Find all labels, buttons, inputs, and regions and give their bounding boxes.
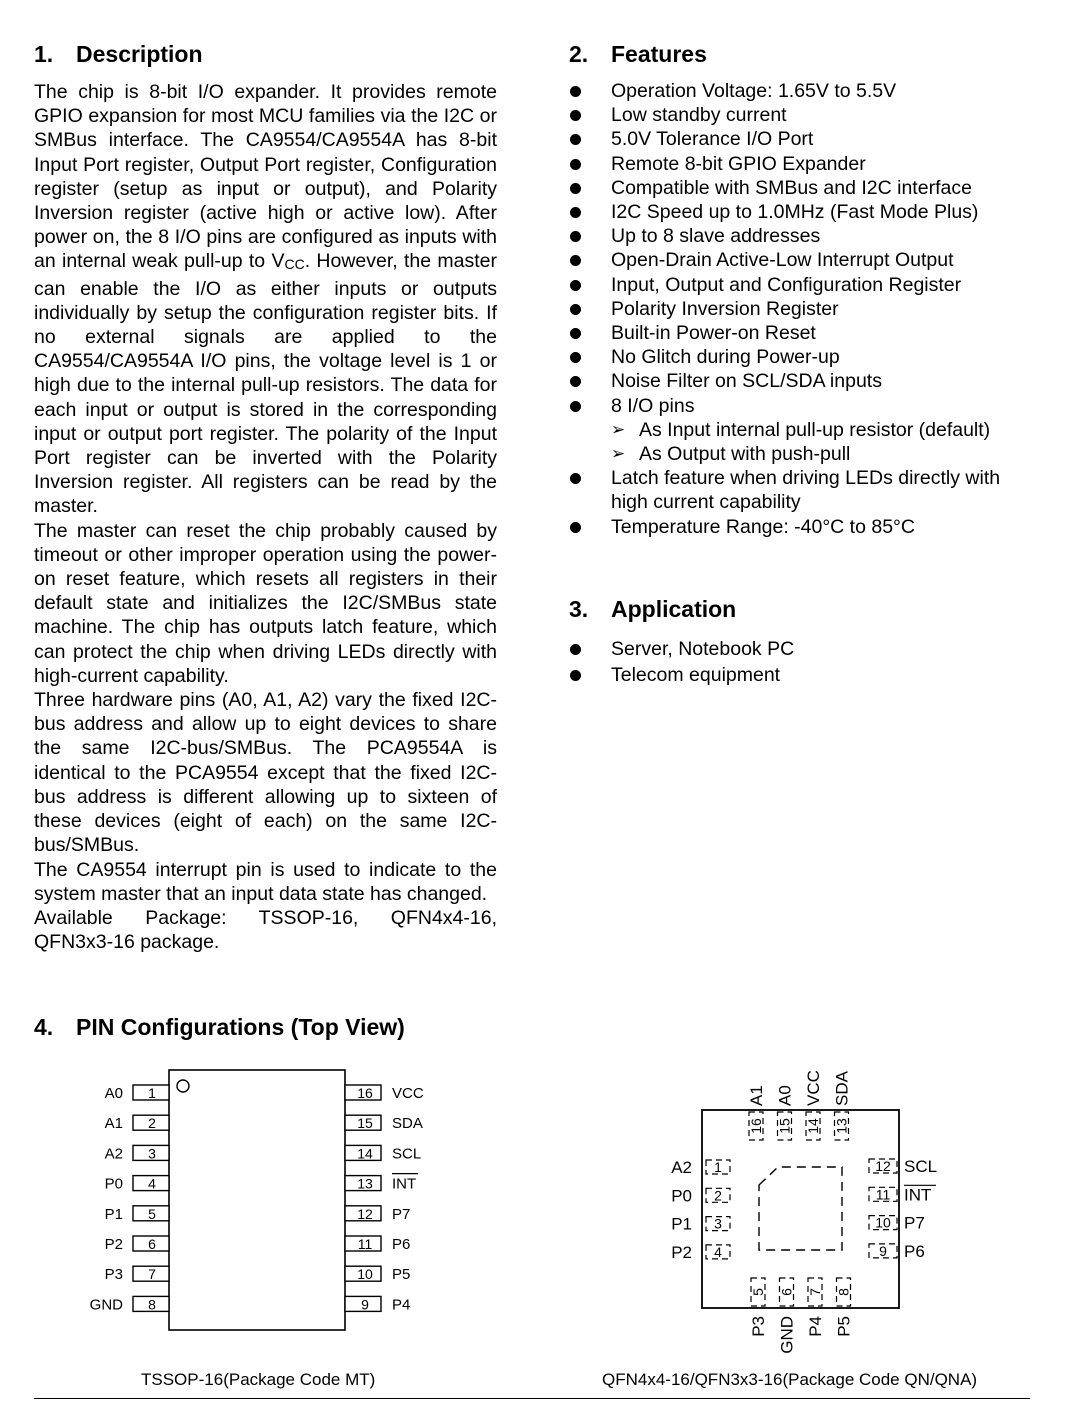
bullet-icon bbox=[570, 280, 581, 291]
qfn-caption: QFN4x4-16/QFN3x3-16(Package Code QN/QNA) bbox=[602, 1370, 978, 1389]
pin-number: 11 bbox=[357, 1236, 373, 1252]
tssop-caption: TSSOP-16(Package Code MT) bbox=[141, 1370, 376, 1389]
arrow-bullet-icon: ➢ bbox=[611, 444, 626, 464]
bullet-icon bbox=[570, 352, 581, 363]
bullet-icon bbox=[570, 473, 581, 484]
pin-number: 14 bbox=[805, 1118, 821, 1134]
pin-label: P7 bbox=[392, 1205, 411, 1223]
pin-number: 15 bbox=[357, 1115, 373, 1132]
pin-number: 5 bbox=[148, 1205, 156, 1222]
section-number: 4. bbox=[34, 1014, 54, 1040]
pin-label: A0 bbox=[104, 1085, 123, 1102]
pin-label: A2 bbox=[104, 1145, 123, 1163]
pin-number: 16 bbox=[357, 1085, 373, 1101]
description-paragraph: The CA9554 interrupt pin is used to indicate to the system master that an input data state has changed. bbox=[34, 858, 497, 905]
feature-item: Polarity Inversion Register bbox=[569, 297, 1039, 321]
section-number: 3. bbox=[569, 596, 589, 622]
pin-number: 16 bbox=[748, 1118, 764, 1134]
pin-label: GND bbox=[89, 1296, 123, 1314]
pin-number: 10 bbox=[875, 1214, 891, 1231]
tssop-pinout-diagram bbox=[80, 1060, 460, 1350]
feature-sub-item: ➢ As Input internal pull-up resistor (default) bbox=[611, 418, 991, 441]
pin-label: P5 bbox=[392, 1266, 411, 1284]
pin-number: 11 bbox=[875, 1186, 891, 1203]
bullet-icon bbox=[570, 231, 581, 242]
pin-label: SDA bbox=[832, 1071, 852, 1106]
bullet-icon bbox=[570, 134, 581, 145]
pin-label: GND bbox=[777, 1316, 797, 1354]
pin-label: P1 bbox=[104, 1205, 123, 1223]
pin-number: 4 bbox=[714, 1243, 722, 1260]
pin-number: 6 bbox=[148, 1236, 156, 1252]
pin-number: 1 bbox=[148, 1085, 156, 1101]
pin-number: 12 bbox=[357, 1205, 373, 1222]
pin-number: 7 bbox=[807, 1288, 823, 1296]
description-paragraph: Three hardware pins (A0, A1, A2) vary the fixed I2C-bus address and allow up to eight devices to share the same I2C-bus/SMBus. The PCA9554A is identical to the PCA9554 except that the fixed I2C-bus address is different allowing up to sixteen of these devices (eight of each) on the same I2C-bus/SMBus. bbox=[34, 689, 497, 857]
pin-label: P5 bbox=[834, 1316, 854, 1337]
description-paragraph: The chip is 8-bit I/O expander. It provides remote GPIO expansion for most MCU families via the I2C or SMBus interface. The CA9554/CA9554A has 8-bit Input Port register, Output Port register, Configuration register (setup as input or output), and Polarity Inversion register (active high or active low). After power on, the 8 I/O pins are configured as inputs with an internal weak pull-up to $V_{CC}$. However, the master can enable the I/O as either inputs or outputs individually by setup the configuration register bits. If no external signals are applied to the CA9554/CA9554A I/O pins, the voltage level is 1 or high due to the internal pull-up resistors. The data for each input or output is stored in the corresponding input or output port register. The polarity of the Input Port register can be inverted with the Polarity Inversion register. All registers can be read by the master. bbox=[34, 81, 497, 518]
description-paragraph: The master can reset the chip probably caused by timeout or other improper operation using the power-on reset feature, which resets all registers in their default state and initializes the I2C/SMBus state machine. The chip has outputs latch feature, which can protect the chip when driving LEDs directly with high-current capability. bbox=[34, 519, 497, 687]
pin-label: A1 bbox=[104, 1115, 123, 1133]
feature-item: Compatible with SMBus and I2C interface bbox=[569, 176, 1039, 200]
feature-item: Temperature Range: -40°C to 85°C bbox=[569, 515, 1039, 539]
pin-label: INT bbox=[904, 1185, 932, 1205]
qfn-pinout-diagram bbox=[650, 1060, 960, 1360]
pin-number: 10 bbox=[357, 1266, 373, 1283]
application-list bbox=[569, 636, 1039, 688]
section-title: Features bbox=[611, 41, 707, 67]
description-heading bbox=[34, 40, 203, 68]
bullet-icon bbox=[570, 183, 581, 194]
pin-number: 13 bbox=[357, 1175, 373, 1192]
pin-number: 3 bbox=[148, 1145, 156, 1162]
bullet-icon bbox=[570, 328, 581, 339]
pin-number: 7 bbox=[148, 1266, 156, 1283]
pin-number: 2 bbox=[148, 1115, 156, 1132]
pins-heading bbox=[34, 1013, 405, 1041]
pin-label: A1 bbox=[747, 1085, 766, 1106]
feature-item: Open-Drain Active-Low Interrupt Output bbox=[569, 248, 1039, 272]
pin1-marker bbox=[177, 1080, 189, 1092]
features-heading bbox=[569, 40, 707, 68]
pin-label: P4 bbox=[806, 1316, 825, 1337]
feature-item: Up to 8 slave addresses bbox=[569, 224, 1039, 248]
pin-label: P0 bbox=[104, 1175, 123, 1193]
feature-item: Operation Voltage: 1.65V to 5.5V bbox=[569, 79, 1039, 103]
bullet-icon bbox=[570, 670, 581, 681]
pin-label: VCC bbox=[392, 1085, 424, 1102]
bullet-icon bbox=[570, 644, 581, 655]
bullet-icon bbox=[570, 86, 581, 97]
pin-number: 5 bbox=[750, 1288, 766, 1296]
description-body bbox=[34, 80, 497, 954]
feature-item: I2C Speed up to 1.0MHz (Fast Mode Plus) bbox=[569, 200, 1039, 224]
footer-rule bbox=[34, 1398, 1030, 1399]
pin-number: 4 bbox=[148, 1175, 156, 1192]
pin-number: 8 bbox=[835, 1288, 852, 1296]
application-heading bbox=[569, 595, 736, 623]
bullet-icon bbox=[570, 110, 581, 121]
pin-label: SDA bbox=[392, 1115, 423, 1133]
pin-label: P7 bbox=[904, 1213, 925, 1233]
bullet-icon bbox=[570, 376, 581, 387]
section-title: Description bbox=[76, 41, 203, 67]
feature-sub-item: ➢ As Output with push-pull bbox=[611, 443, 851, 466]
feature-item: Remote 8-bit GPIO Expander bbox=[569, 152, 1039, 176]
description-paragraph: Available Package: TSSOP-16, QFN4x4-16, QFN3x3-16 package. bbox=[34, 906, 497, 954]
qfn-package-body bbox=[702, 1110, 899, 1308]
feature-item: Noise Filter on SCL/SDA inputs bbox=[569, 369, 1039, 393]
application-item: Telecom equipment bbox=[569, 662, 1039, 688]
arrow-bullet-icon: ➢ bbox=[611, 419, 626, 439]
feature-item: Input, Output and Configuration Register bbox=[569, 273, 1039, 297]
bullet-icon bbox=[570, 401, 581, 412]
bullet-icon bbox=[570, 304, 581, 315]
pin-label: INT bbox=[392, 1175, 417, 1193]
pin-number: 13 bbox=[833, 1118, 850, 1134]
pin-label: A0 bbox=[775, 1085, 795, 1106]
feature-item: Built-in Power-on Reset bbox=[569, 321, 1039, 345]
bullet-icon bbox=[570, 159, 581, 170]
feature-item: No Glitch during Power-up bbox=[569, 345, 1039, 369]
feature-item: 8 I/O pins bbox=[569, 394, 1039, 418]
pin-label: P0 bbox=[671, 1186, 692, 1206]
pin-label: P3 bbox=[749, 1316, 768, 1337]
pin-number: 9 bbox=[361, 1296, 369, 1313]
pin-label: SCL bbox=[392, 1145, 422, 1163]
pin-label: SCL bbox=[904, 1157, 938, 1176]
pin-label: P6 bbox=[904, 1241, 925, 1261]
section-number: 2. bbox=[569, 41, 589, 67]
pin-number: 12 bbox=[875, 1158, 891, 1174]
bullet-icon bbox=[570, 522, 581, 533]
pin-number: 1 bbox=[714, 1159, 722, 1175]
application-item: Server, Notebook PC bbox=[569, 636, 1039, 662]
pin-label: A2 bbox=[671, 1158, 692, 1177]
pin-number: 3 bbox=[714, 1215, 722, 1232]
bullet-icon bbox=[570, 207, 581, 218]
feature-item: 5.0V Tolerance I/O Port bbox=[569, 127, 1039, 151]
pin-number: 9 bbox=[879, 1242, 887, 1259]
bullet-icon bbox=[570, 255, 581, 266]
section-title: Application bbox=[611, 596, 737, 622]
pin-number: 8 bbox=[148, 1296, 156, 1313]
pin-label: P2 bbox=[671, 1242, 692, 1262]
pin-label: P1 bbox=[671, 1214, 692, 1234]
features-list bbox=[569, 79, 1039, 539]
pin-label: VCC bbox=[804, 1070, 823, 1106]
pin-number: 14 bbox=[357, 1145, 373, 1162]
feature-item: Latch feature when driving LEDs directly with high current capability bbox=[569, 466, 1039, 514]
pin-label: P3 bbox=[104, 1266, 123, 1284]
section-title: PIN Configurations (Top View) bbox=[76, 1014, 405, 1040]
pin-number: 6 bbox=[778, 1288, 795, 1296]
pin-number: 2 bbox=[714, 1187, 722, 1204]
tssop-package-body bbox=[169, 1070, 345, 1330]
pin-label: P6 bbox=[392, 1236, 411, 1253]
pin-number: 15 bbox=[776, 1118, 793, 1134]
pin-label: P2 bbox=[104, 1236, 123, 1253]
section-number: 1. bbox=[34, 41, 54, 67]
feature-item: Low standby current bbox=[569, 103, 1039, 127]
pin-label: P4 bbox=[392, 1296, 411, 1314]
